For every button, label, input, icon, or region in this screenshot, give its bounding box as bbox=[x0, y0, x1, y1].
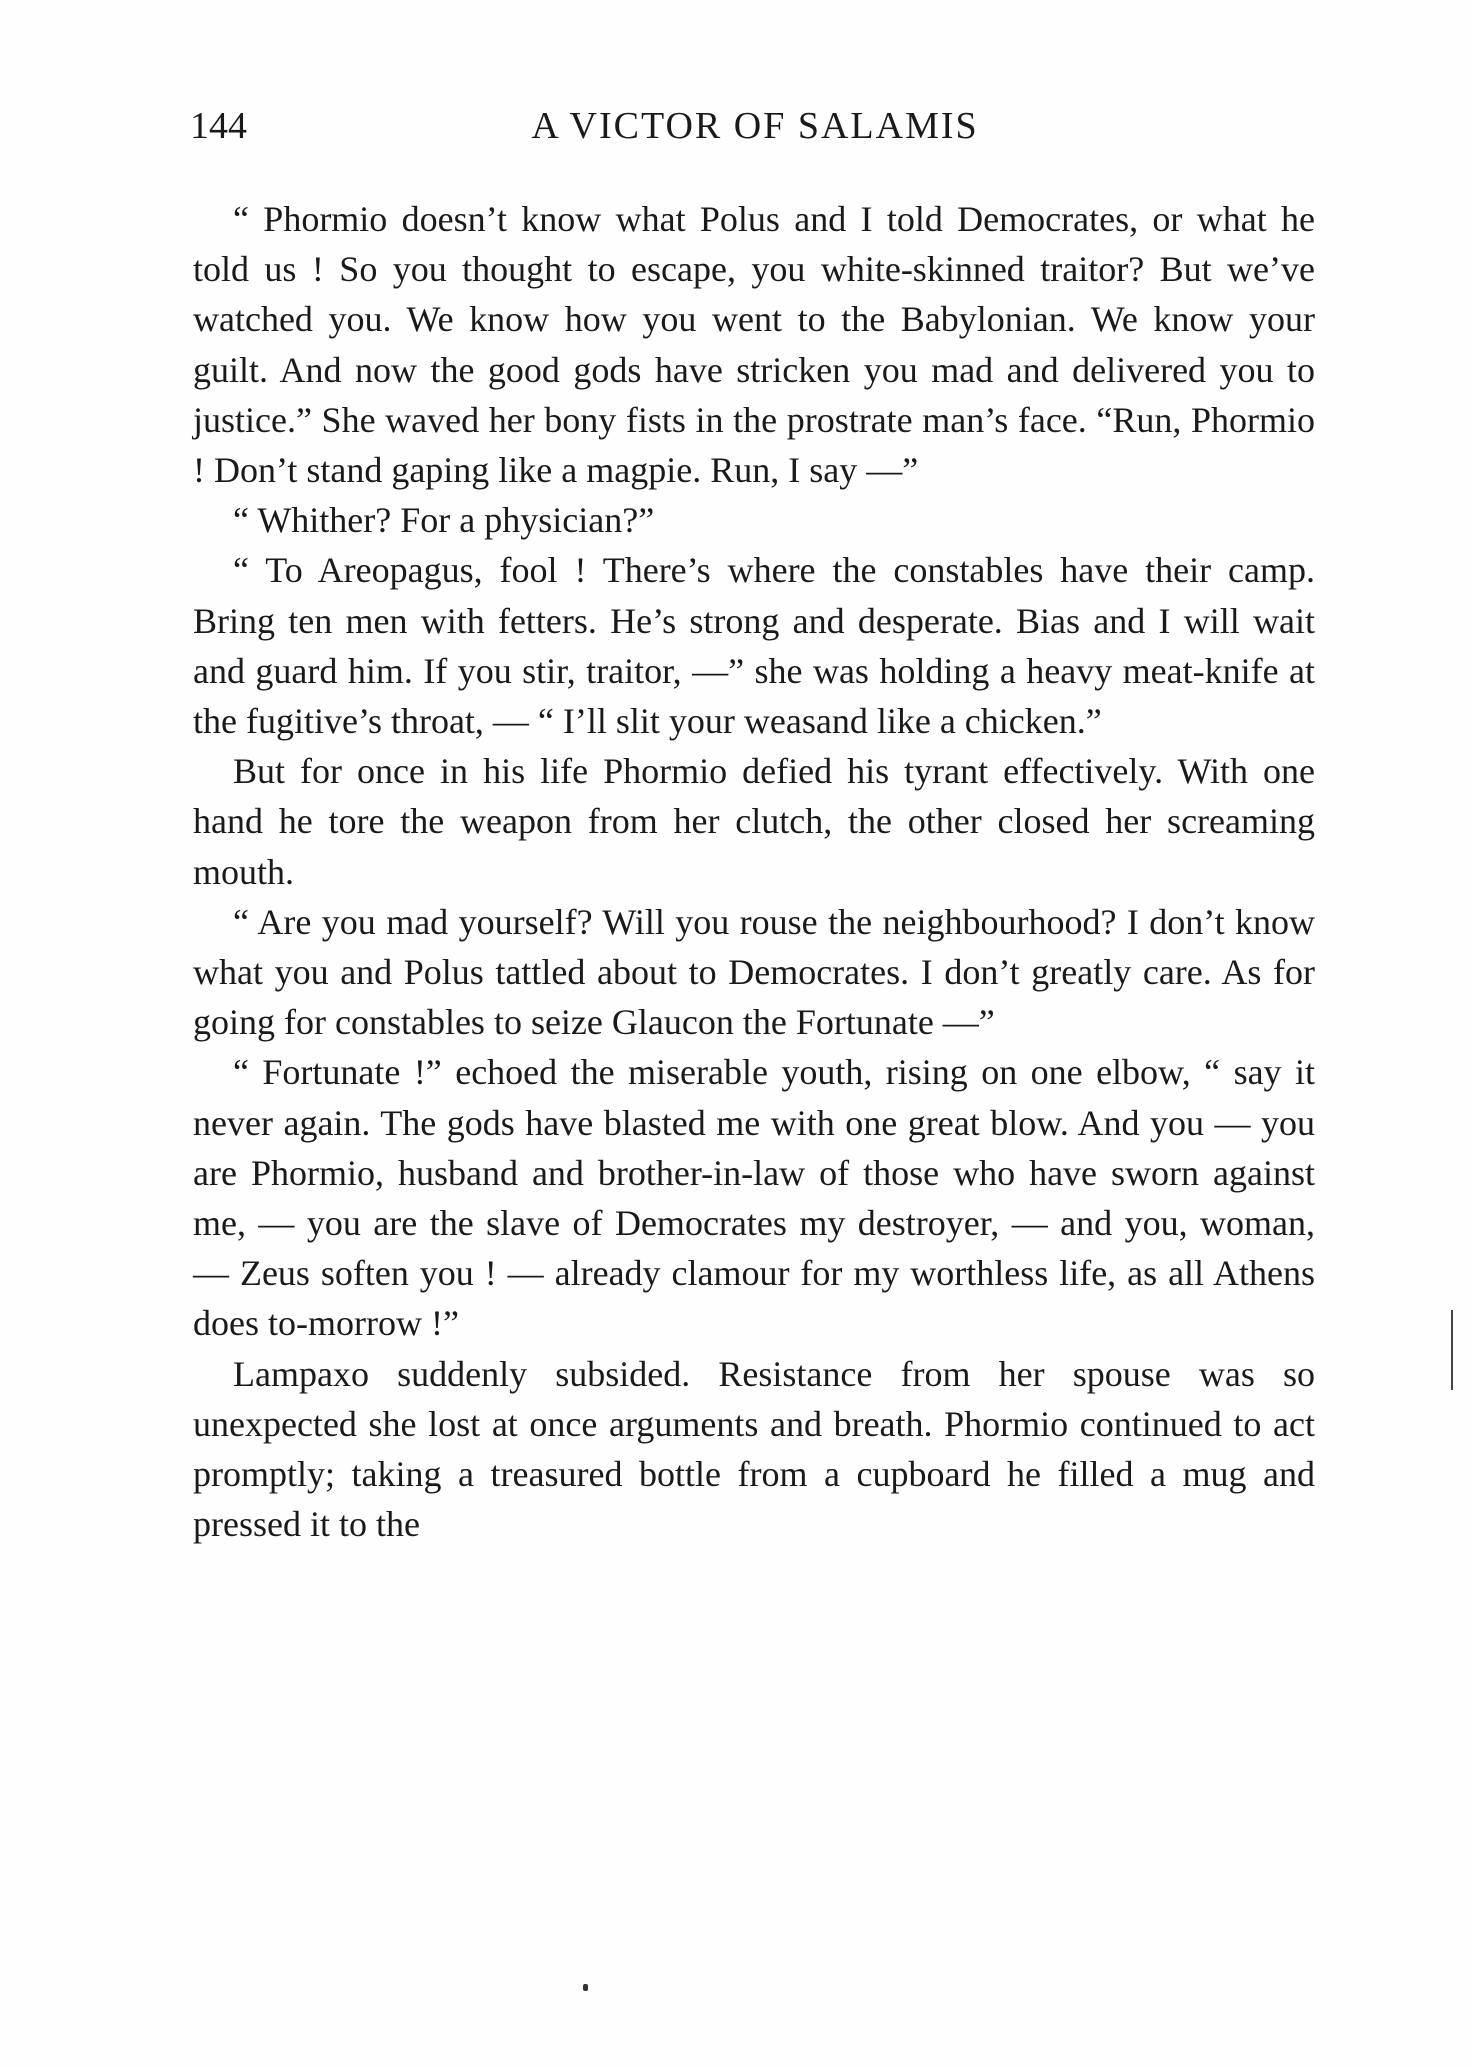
paragraph: But for once in his life Phormio defied his tyrant effectively. With one hand he tore the weapon from her clutch, the other closed her screaming mouth. bbox=[193, 751, 1315, 892]
paragraph: “ Whither? For a physician?” bbox=[233, 500, 655, 541]
paragraph: Lampaxo suddenly subsided. Resistance from her spouse was so unexpected she lost at once arguments and breath. Phormio continued to act promptly; taking a treasured bottle from a cupboard he filled a mug and pressed it to the bbox=[193, 1353, 1315, 1545]
paragraph: “ Phormio doesn’t know what Polus and I told Democrates, or what he told us ! So you thought to escape, you white-skinned traitor? But we’ve watched you. We know how you went to the Babylonian. We know your guilt. And now the good gods have stricken you mad and delivered you to justice.” She waved her bony fists in the prostrate man’s face. “Run, Phormio ! Don’t stand gaping like a magpie. Run, I say —” bbox=[193, 199, 1315, 491]
page-number: 144 bbox=[190, 105, 247, 147]
paragraph: “ Fortunate !” echoed the miserable youth, rising on one elbow, “ say it never again. The gods have blasted me with one great blow. And you — you are Phormio, husband and brother-in-law of those who have sworn against me, — you are the slave of Democrates my destroyer, — and you, woman, — Zeus soften you ! — already clamour for my worthless life, as all Athens does to-morrow !” bbox=[193, 1052, 1315, 1344]
margin-mark bbox=[1451, 1310, 1453, 1390]
body-text bbox=[193, 194, 1315, 1549]
running-head: A VICTOR OF SALAMIS bbox=[531, 105, 979, 147]
paragraph: “ Are you mad yourself? Will you rouse the neighbourhood? I don’t know what you and Polus tattled about to Democrates. I don’t greatly care. As for going for constables to seize Glaucon the Fortunate —” bbox=[193, 901, 1315, 1043]
paragraph: “ To Areopagus, fool ! There’s where the constables have their camp. Bring ten men with fetters. He’s strong and desperate. Bias and I will wait and guard him. If you stir, traitor, —” she was holding a heavy meat-knife at the fugitive’s throat, — “ I’ll slit your weasand like a chicken.” bbox=[193, 550, 1315, 742]
ink-speck bbox=[583, 1984, 588, 1991]
page-header bbox=[190, 100, 1320, 152]
